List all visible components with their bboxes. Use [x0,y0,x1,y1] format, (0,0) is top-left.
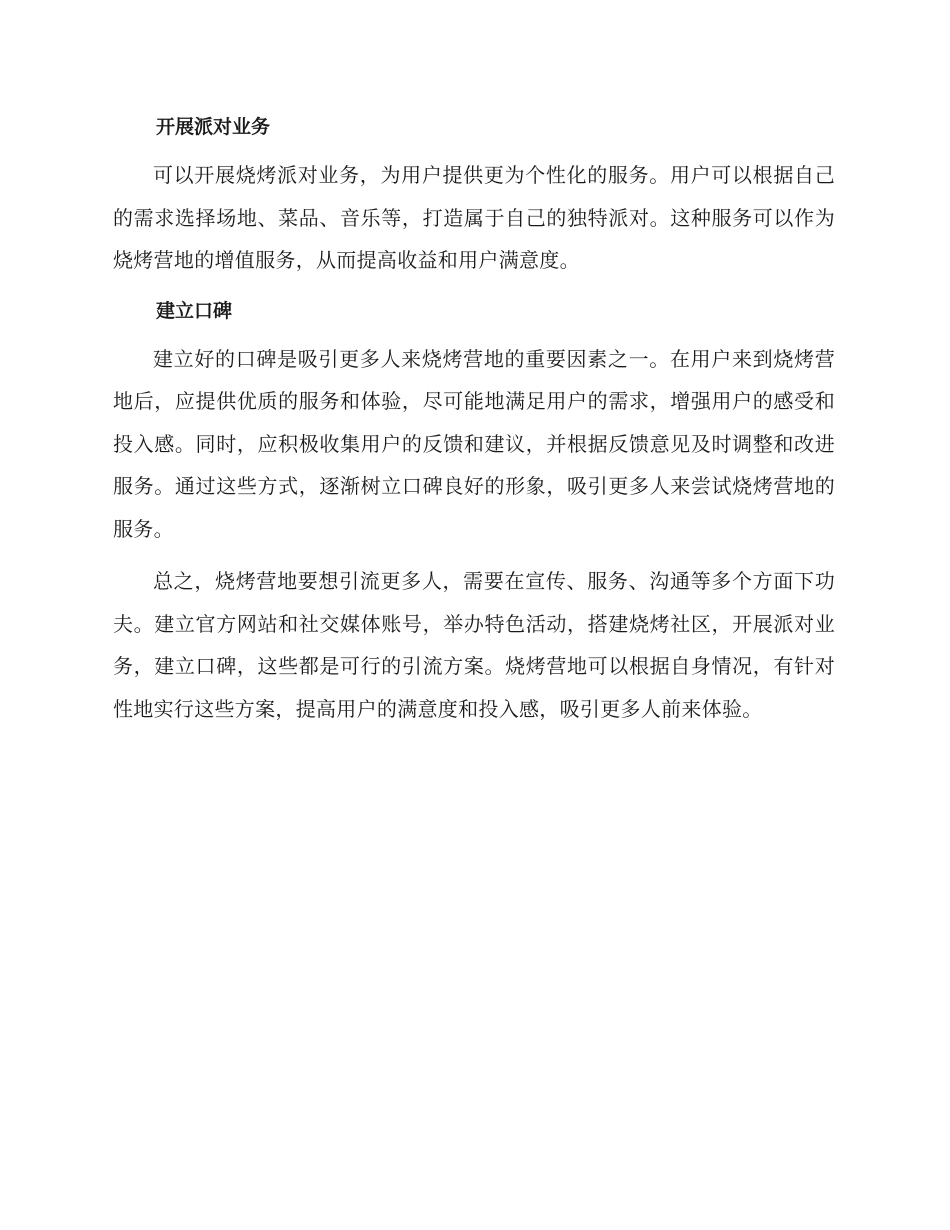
conclusion-paragraph: 总之，烧烤营地要想引流更多人，需要在宣传、服务、沟通等多个方面下功夫。建立官方网站和社交媒体账号，举办特色活动，搭建烧烤社区，开展派对业务，建立口碑，这些都是可行的引流方案。烧烤营地可以根据自身情况，有针对性地实行这些方案，提高用户的满意度和投入感，吸引更多人前来体验。 [113,569,835,721]
section-paragraph: 建立好的口碑是吸引更多人来烧烤营地的重要因素之一。在用户来到烧烤营地后，应提供优质的服务和体验，尽可能地满足用户的需求，增强用户的感受和投入感。同时，应积极收集用户的反馈和建议，并根据反馈意见及时调整和改进服务。通过这些方式，逐渐树立口碑良好的形象，吸引更多人来尝试烧烤营地的服务。 [113,346,835,541]
section-paragraph: 可以开展烧烤派对业务，为用户提供更为个性化的服务。用户可以根据自己的需求选择场地、菜品、音乐等，打造属于自己的独特派对。这种服务可以作为烧烤营地的增值服务，从而提高收益和用户满意度。 [113,163,835,272]
section-heading: 开展派对业务 [156,116,271,138]
document-page [113,108,835,740]
section-heading: 建立口碑 [156,299,233,322]
